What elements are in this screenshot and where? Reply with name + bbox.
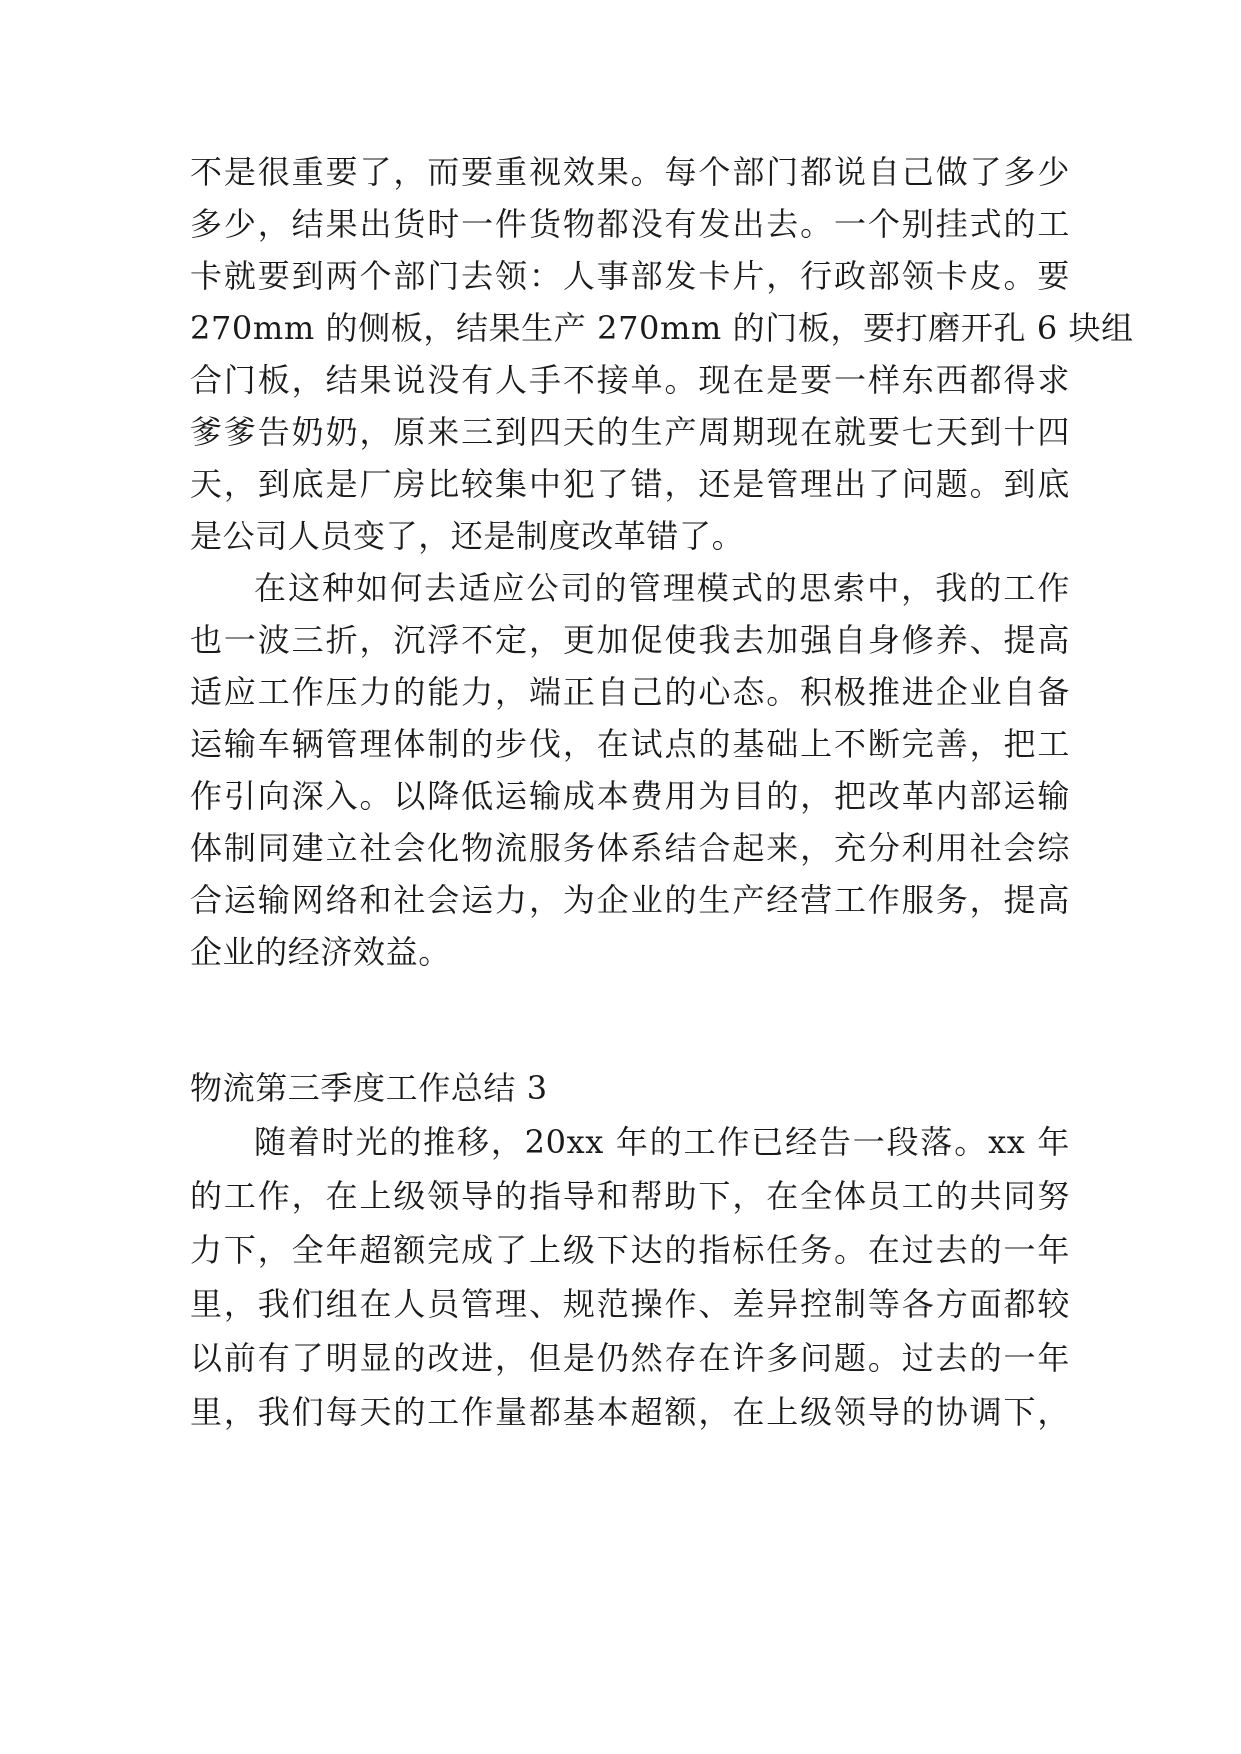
text-line: 以前有了明显的改进，但是仍然存在许多问题。过去的一年	[190, 1339, 1070, 1377]
text-line: 合门板，结果说没有人手不接单。现在是要一样东西都得求	[190, 361, 1070, 399]
text-line: 随着时光的推移，20xx 年的工作已经告一段落。xx 年	[254, 1123, 1070, 1161]
text-line: 天，到底是厂房比较集中犯了错，还是管理出了问题。到底	[190, 465, 1070, 503]
section-heading: 物流第三季度工作总结 3	[190, 1069, 548, 1107]
text-line: 不是很重要了，而要重视效果。每个部门都说自己做了多少	[190, 153, 1070, 191]
text-line: 作引向深入。以降低运输成本费用为目的，把改革内部运输	[190, 777, 1070, 815]
text-line: 合运输网络和社会运力，为企业的生产经营工作服务，提高	[190, 881, 1070, 919]
text-line: 也一波三折，沉浮不定，更加促使我去加强自身修养、提高	[190, 621, 1070, 659]
text-line: 卡就要到两个部门去领：人事部发卡片，行政部领卡皮。要	[190, 257, 1070, 295]
text-line: 270mm 的侧板，结果生产 270mm 的门板，要打磨开孔 6 块组	[190, 309, 1134, 347]
text-line: 体制同建立社会化物流服务体系结合起来，充分利用社会综	[190, 829, 1070, 867]
text-line: 多少，结果出货时一件货物都没有发出去。一个别挂式的工	[190, 205, 1070, 243]
text-line: 的工作，在上级领导的指导和帮助下，在全体员工的共同努	[190, 1177, 1070, 1215]
text-line: 力下，全年超额完成了上级下达的指标任务。在过去的一年	[190, 1231, 1070, 1269]
text-line: 适应工作压力的能力，端正自己的心态。积极推进企业自备	[190, 673, 1070, 711]
text-line: 是公司人员变了，还是制度改革错了。	[190, 517, 745, 555]
text-line: 里，我们每天的工作量都基本超额，在上级领导的协调下，	[190, 1393, 1070, 1431]
text-line: 里，我们组在人员管理、规范操作、差异控制等各方面都较	[190, 1285, 1070, 1323]
text-line: 爹爹告奶奶，原来三到四天的生产周期现在就要七天到十四	[190, 413, 1070, 451]
text-line: 运输车辆管理体制的步伐，在试点的基础上不断完善，把工	[190, 725, 1070, 763]
text-line: 企业的经济效益。	[190, 933, 451, 971]
text-line: 在这种如何去适应公司的管理模式的思索中，我的工作	[254, 569, 1070, 607]
